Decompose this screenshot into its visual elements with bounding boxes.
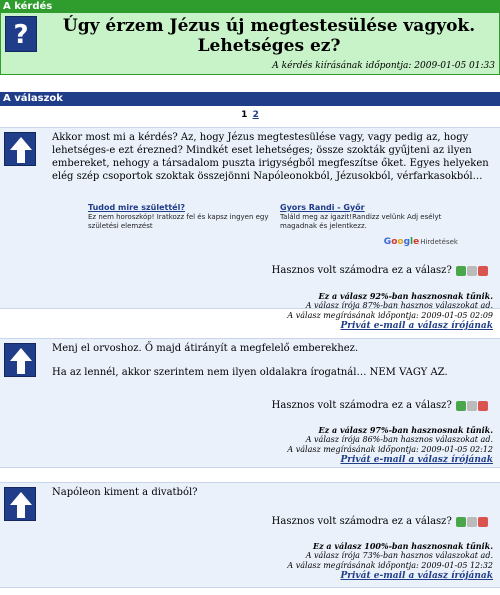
answer-date: A válasz megírásának időpontja: 2009-01-05 02:12 [287, 445, 493, 454]
ad-block [88, 203, 468, 249]
answer-text [52, 131, 492, 194]
up-arrow-icon [4, 343, 36, 377]
thumbs-down-icon[interactable] [478, 517, 488, 527]
helpful-question: Hasznos volt számodra ez a válasz? [271, 516, 452, 527]
question-date: A kérdés kiírásának időpontja: 2009-01-05 01:33 [272, 61, 495, 71]
google-ads-label: Hirdetések [420, 238, 458, 246]
ad-description: Találd meg az igazit!Randizz velünk Adj esélyt magadnak és jelentkezz. [280, 213, 442, 230]
answer-date: A válasz megírásának időpontja: 2009-01-05 02:09 [287, 311, 493, 320]
helpful-row [272, 515, 488, 530]
up-arrow-icon [4, 487, 36, 521]
answer-text [52, 486, 492, 510]
thumbs-down-icon[interactable] [478, 401, 488, 411]
helpful-percent: Ez a válasz 97%-ban hasznosnak tűnik. [318, 425, 493, 435]
answer-stats [287, 425, 493, 465]
answer-card [0, 482, 500, 588]
private-email-link[interactable]: Privát e-mail a válasz írójának [340, 571, 493, 581]
ad-item[interactable] [88, 203, 273, 231]
author-rating: A válasz írója 86%-ban hasznos válaszokat ad. [305, 435, 493, 444]
ad-title-link[interactable]: Tudod mire születtél? [88, 203, 185, 212]
pagination [0, 110, 500, 120]
helpful-percent: Ez a válasz 100%-ban hasznosnak tűnik. [312, 541, 493, 551]
question-box [0, 13, 500, 75]
neutral-hand-icon[interactable] [467, 517, 477, 527]
thumbs-up-icon[interactable] [456, 266, 466, 276]
answer-paragraph: Ha az lennél, akkor szerintem nem ilyen oldalakra írogatnál… NEM VAGY AZ. [52, 367, 448, 378]
ad-title-link[interactable]: Gyors Randi - Győr [280, 203, 365, 212]
author-rating: A válasz írója 87%-ban hasznos válaszokat ad. [305, 301, 493, 310]
page-link-2[interactable]: 2 [252, 110, 259, 120]
neutral-hand-icon[interactable] [467, 266, 477, 276]
helpful-row [272, 264, 488, 279]
answer-date: A válasz megírásának időpontja: 2009-01-05 12:32 [287, 561, 493, 570]
helpful-row [272, 399, 488, 414]
answer-stats [287, 291, 493, 331]
answer-stats [287, 541, 493, 581]
answer-paragraph: Menj el orvoshoz. Ő majd átirányít a megfelelő emberekhez. [52, 343, 359, 354]
answer-paragraph: Akkor most mi a kérdés? Az, hogy Jézus megtestesülése vagy, vagy pedig az, hogy lehetséges-e ezt érezned? Mindkét eset lehetséges; össze szokták gyűjteni az ilyen embereket, nehogy a társadalom puszta irigységből megfeszítse őket. Egyes helyeken elég szép csoportok szoktak összejönni Napóleonokból, Jézusokból, vérfarkasokból… [52, 132, 489, 182]
neutral-hand-icon[interactable] [467, 401, 477, 411]
thumbs-up-icon[interactable] [456, 401, 466, 411]
ad-description: Ez nem horoszkóp! Iratkozz fel és kapsz ingyen egy születési elemzést [88, 213, 269, 230]
author-rating: A válasz írója 73%-ban hasznos válaszokat ad. [305, 551, 493, 560]
thumbs-down-icon[interactable] [478, 266, 488, 276]
private-email-link[interactable]: Privát e-mail a válasz írójának [340, 455, 493, 465]
question-mark-icon: ? [5, 16, 37, 52]
question-title: Úgy érzem Jézus új megtestesülése vagyok. Lehetséges ez? [62, 16, 476, 56]
page-current: 1 [241, 110, 248, 120]
up-arrow-icon [4, 132, 36, 166]
helpful-question: Hasznos volt számodra ez a válasz? [271, 265, 452, 276]
google-ads-logo[interactable]: GoogleHirdetések [383, 237, 458, 247]
helpful-question: Hasznos volt számodra ez a válasz? [271, 400, 452, 411]
private-email-link[interactable]: Privát e-mail a válasz írójának [340, 321, 493, 331]
ad-item[interactable] [280, 203, 465, 231]
answer-card [0, 127, 500, 331]
answers-header: A válaszok [0, 92, 500, 106]
question-header: A kérdés [0, 0, 500, 13]
helpful-percent: Ez a válasz 92%-ban hasznosnak tűnik. [318, 291, 493, 301]
answer-paragraph: Napóleon kiment a divatból? [52, 487, 198, 498]
answer-text [52, 342, 492, 390]
thumbs-up-icon[interactable] [456, 517, 466, 527]
answer-card [0, 338, 500, 468]
